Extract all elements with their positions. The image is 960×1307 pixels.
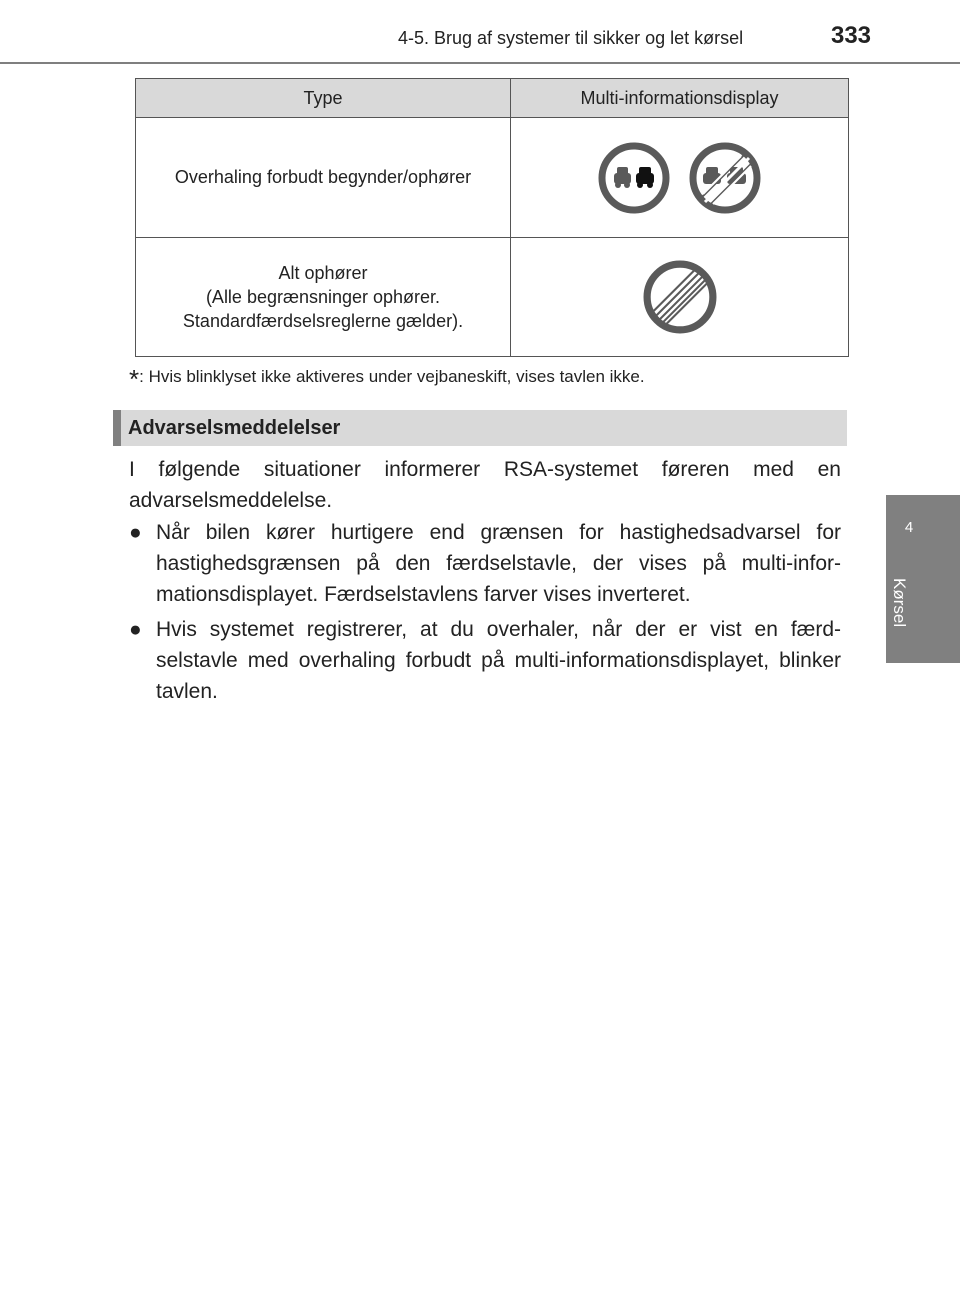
type-cell xyxy=(136,118,511,238)
list-item-text: Når bilen kører hurtigere end grænsen for hastighedsadvarsel for hastighedsgrænsen på den færdselstavle, der vises på multi-infor-mationsdisplayet. Færdselstavlens farver vises inverteret. xyxy=(156,521,841,606)
section-intro-text: I følgende situationer informerer RSA-systemet føreren med en advarselsmeddelelse. xyxy=(129,458,841,512)
chapter-tab-number: 4 xyxy=(904,519,914,536)
type-label-line: Standardfærdselsreglerne gælder). xyxy=(182,311,464,331)
end-of-no-overtaking-sign-icon xyxy=(689,142,761,214)
column-header-display: Multi-informationsdisplay xyxy=(511,79,849,118)
column-header-type: Type xyxy=(136,79,511,118)
chapter-tab-label: Kørsel xyxy=(890,578,909,628)
warning-bullet-list xyxy=(129,517,841,711)
sign-type-table xyxy=(135,78,849,357)
list-item xyxy=(129,517,841,610)
section-title: Advarselsmeddelelser xyxy=(128,417,341,439)
bullet-icon: ● xyxy=(129,521,142,544)
table-row xyxy=(136,238,849,357)
footnote-text: : Hvis blinklyset ikke aktiveres under vejbaneskift, vises tavlen ikke. xyxy=(139,367,645,386)
type-label: Overhaling forbudt begynder/ophører xyxy=(174,167,472,187)
type-cell xyxy=(136,238,511,357)
table-footnote xyxy=(129,364,645,395)
bullet-icon: ● xyxy=(129,618,142,641)
footnote-marker: * xyxy=(129,364,140,394)
page-header-title: 4-5. Brug af systemer til sikker og let kørsel xyxy=(398,28,744,48)
display-icons-cell xyxy=(511,238,849,357)
table-header-row xyxy=(136,79,849,118)
list-item-text: Hvis systemet registrerer, at du overhaler, når der er vist en færd-selstavle med overhaling forbudt på multi-informationsdisplayet, blinker tavlen. xyxy=(156,618,841,703)
display-icons-cell xyxy=(511,118,849,238)
list-item xyxy=(129,614,841,707)
page-number: 333 xyxy=(830,22,872,49)
header-divider xyxy=(0,62,960,64)
end-of-all-restrictions-sign-icon xyxy=(643,260,717,334)
type-label-line: Alt ophører xyxy=(278,263,368,283)
type-label-line: (Alle begrænsninger ophører. xyxy=(205,287,441,307)
no-overtaking-sign-icon xyxy=(598,142,670,214)
table-row xyxy=(136,118,849,238)
section-heading-accent xyxy=(113,410,121,446)
